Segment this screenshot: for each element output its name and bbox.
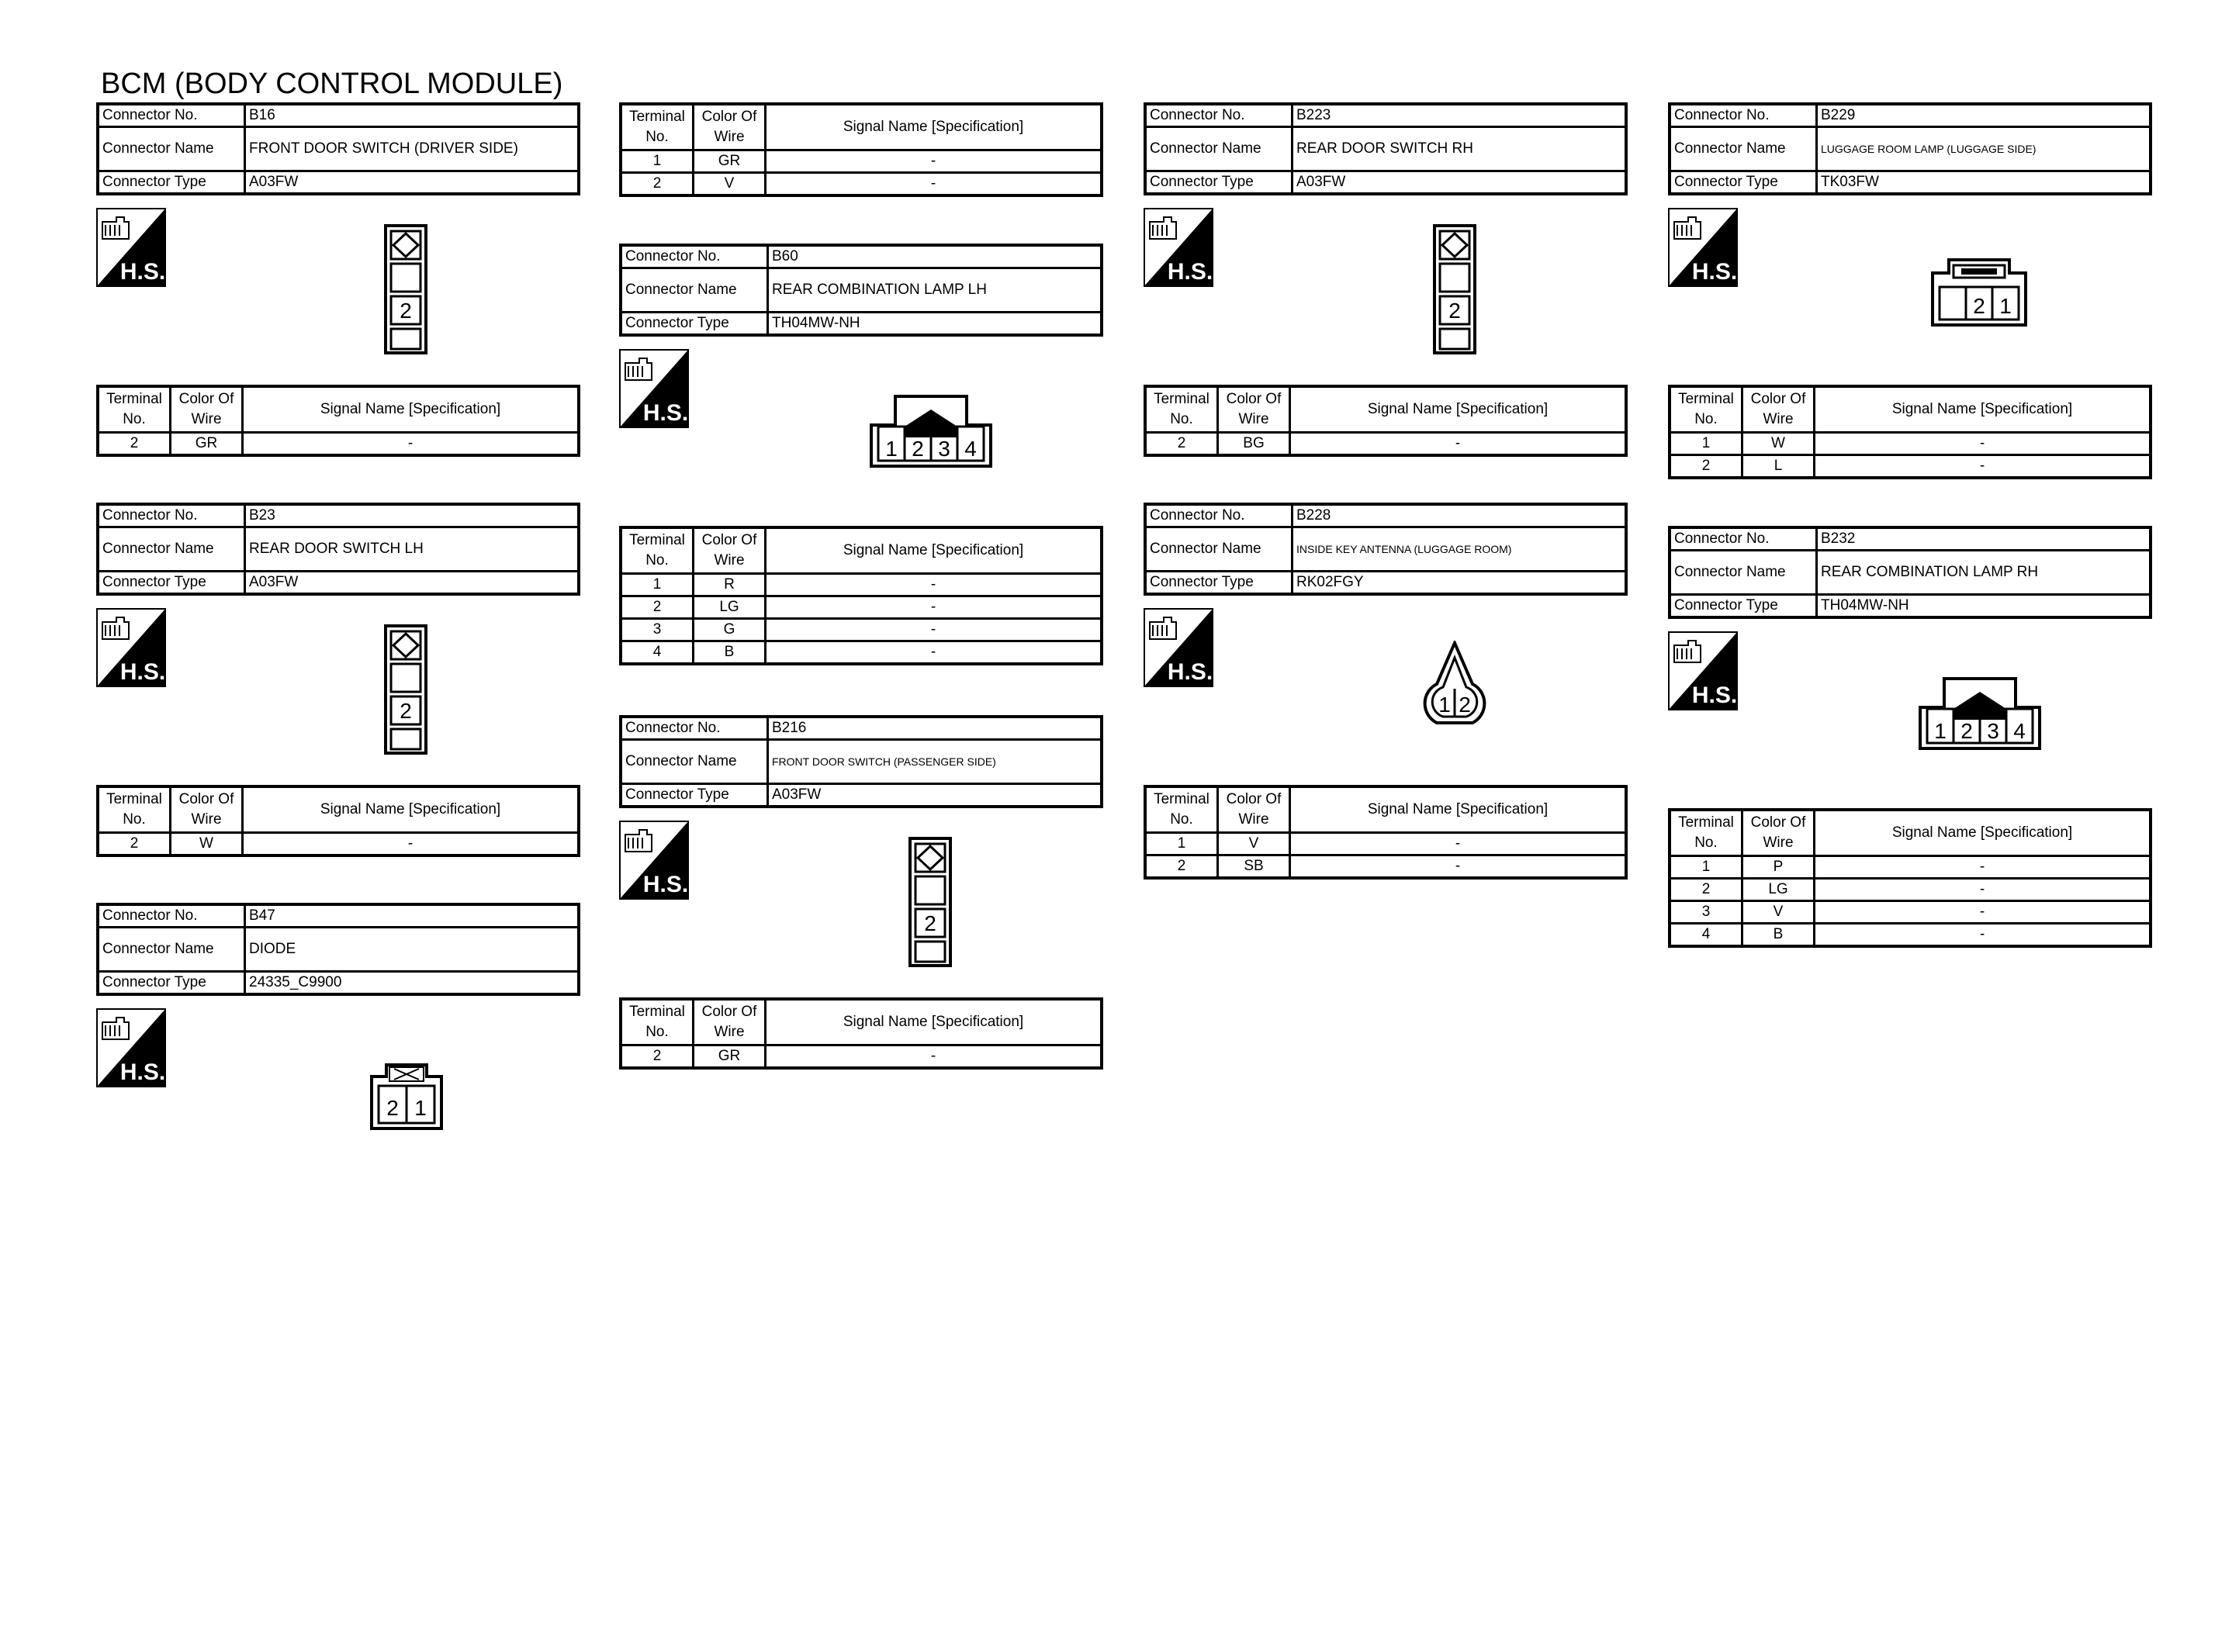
header-terminal-no: Terminal No. bbox=[1670, 810, 1742, 856]
harness-side-icon bbox=[1668, 208, 1738, 287]
pin-label: 2 bbox=[386, 1096, 399, 1120]
header-signal-name: Signal Name [Specification] bbox=[1815, 386, 2151, 433]
wire-color: R bbox=[694, 574, 766, 596]
terminal-no: 1 bbox=[621, 574, 694, 596]
header-color-of-wire: Color Of Wire bbox=[1742, 810, 1815, 856]
connector-face-b232 bbox=[1918, 676, 2042, 751]
pin-label: 2 bbox=[924, 911, 936, 935]
label-connector-name: Connector Name bbox=[98, 127, 245, 171]
label-connector-name: Connector Name bbox=[98, 928, 245, 972]
connector-type: 24335_C9900 bbox=[245, 972, 580, 995]
pin-label: 1 bbox=[1999, 294, 2012, 318]
label-connector-type: Connector Type bbox=[98, 972, 245, 995]
connector-no: B23 bbox=[245, 504, 580, 527]
pin-label: 2 bbox=[1448, 299, 1461, 323]
signal-name: - bbox=[1815, 901, 2151, 924]
connector-type: RK02FGY bbox=[1293, 572, 1627, 595]
header-signal-name: Signal Name [Specification] bbox=[1290, 786, 1627, 833]
pin-label: 1 bbox=[414, 1096, 427, 1120]
label-connector-name: Connector Name bbox=[1145, 127, 1293, 171]
connector-info-b228 bbox=[1144, 503, 1628, 596]
connector-face-b229 bbox=[1930, 257, 2028, 327]
wire-color: LG bbox=[1742, 879, 1815, 901]
wire-color: LG bbox=[694, 596, 766, 619]
connector-face-b216 bbox=[908, 836, 954, 968]
header-terminal-no: Terminal No. bbox=[1145, 786, 1218, 833]
hs-label: H.S. bbox=[1167, 259, 1213, 285]
wire-color: G bbox=[694, 619, 766, 641]
terminal-no: 2 bbox=[98, 833, 171, 856]
connector-info-b223 bbox=[1144, 102, 1628, 195]
signal-name: - bbox=[766, 596, 1102, 619]
connector-no: B60 bbox=[768, 245, 1102, 268]
signal-name: - bbox=[766, 641, 1102, 665]
connector-face-b223 bbox=[1432, 223, 1479, 355]
header-color-of-wire: Color Of Wire bbox=[171, 786, 243, 833]
label-connector-type: Connector Type bbox=[1670, 595, 1817, 618]
connector-face-b60 bbox=[869, 394, 993, 468]
pin-label: 3 bbox=[938, 437, 950, 461]
harness-side-icon bbox=[619, 349, 689, 428]
signal-name: - bbox=[1815, 455, 2151, 479]
terminal-no: 3 bbox=[1670, 901, 1742, 924]
header-color-of-wire: Color Of Wire bbox=[694, 527, 766, 574]
label-connector-no: Connector No. bbox=[98, 904, 245, 928]
harness-side-icon bbox=[1144, 608, 1213, 687]
wire-color: V bbox=[1218, 833, 1290, 855]
signal-name: - bbox=[766, 173, 1102, 196]
label-connector-no: Connector No. bbox=[1670, 104, 1817, 127]
connector-info-b229 bbox=[1668, 102, 2152, 195]
label-connector-type: Connector Type bbox=[621, 313, 768, 336]
header-signal-name: Signal Name [Specification] bbox=[243, 386, 580, 433]
header-color-of-wire: Color Of Wire bbox=[694, 104, 766, 150]
terminal-table-b232 bbox=[1668, 808, 2152, 948]
terminal-no: 2 bbox=[1670, 455, 1742, 479]
connector-type: A03FW bbox=[1293, 171, 1627, 195]
label-connector-type: Connector Type bbox=[621, 784, 768, 807]
connector-no: B223 bbox=[1293, 104, 1627, 127]
connector-info-b23 bbox=[96, 503, 580, 596]
header-signal-name: Signal Name [Specification] bbox=[766, 104, 1102, 150]
wire-color: V bbox=[1742, 901, 1815, 924]
pin-label: 3 bbox=[1987, 719, 1999, 743]
terminal-no: 2 bbox=[98, 433, 171, 456]
hs-label: H.S. bbox=[119, 659, 166, 685]
harness-side-icon bbox=[96, 208, 166, 287]
label-connector-no: Connector No. bbox=[98, 504, 245, 527]
connector-no: B229 bbox=[1817, 104, 2151, 127]
header-terminal-no: Terminal No. bbox=[621, 999, 694, 1045]
terminal-table-b228 bbox=[1144, 785, 1628, 880]
header-color-of-wire: Color Of Wire bbox=[1742, 386, 1815, 433]
wire-color: GR bbox=[171, 433, 243, 456]
harness-side-icon bbox=[1144, 208, 1213, 287]
terminal-table-b229 bbox=[1668, 385, 2152, 479]
connector-type: TH04MW-NH bbox=[1817, 595, 2151, 618]
wire-color: P bbox=[1742, 856, 1815, 879]
connector-name: REAR COMBINATION LAMP LH bbox=[768, 268, 1102, 313]
terminal-table-b60 bbox=[619, 526, 1103, 665]
label-connector-type: Connector Type bbox=[98, 572, 245, 595]
connector-type: TK03FW bbox=[1817, 171, 2151, 195]
terminal-no: 2 bbox=[621, 173, 694, 196]
wire-color: BG bbox=[1218, 433, 1290, 456]
pin-label: 1 bbox=[1438, 693, 1451, 717]
terminal-no: 2 bbox=[1670, 879, 1742, 901]
signal-name: - bbox=[1815, 856, 2151, 879]
connector-face-b23 bbox=[383, 624, 430, 755]
label-connector-name: Connector Name bbox=[1670, 551, 1817, 595]
signal-name: - bbox=[1815, 879, 2151, 901]
connector-name: FRONT DOOR SWITCH (PASSENGER SIDE) bbox=[768, 740, 1102, 784]
header-terminal-no: Terminal No. bbox=[621, 104, 694, 150]
hs-label: H.S. bbox=[119, 1059, 166, 1085]
signal-name: - bbox=[766, 574, 1102, 596]
connector-no: B47 bbox=[245, 904, 580, 928]
label-connector-no: Connector No. bbox=[1145, 104, 1293, 127]
wire-color: GR bbox=[694, 1045, 766, 1069]
label-connector-name: Connector Name bbox=[1670, 127, 1817, 171]
connector-face-b47 bbox=[369, 1063, 444, 1131]
label-connector-no: Connector No. bbox=[1670, 527, 1817, 551]
harness-side-icon bbox=[619, 821, 689, 900]
hs-label: H.S. bbox=[1691, 683, 1738, 708]
signal-name: - bbox=[243, 833, 580, 856]
signal-name: - bbox=[766, 150, 1102, 173]
connector-face-b228 bbox=[1412, 641, 1497, 726]
terminal-no: 2 bbox=[1145, 855, 1218, 879]
header-terminal-no: Terminal No. bbox=[98, 386, 171, 433]
connector-no: B232 bbox=[1817, 527, 2151, 551]
wire-color: W bbox=[1742, 433, 1815, 455]
wire-color: W bbox=[171, 833, 243, 856]
label-connector-no: Connector No. bbox=[1145, 504, 1293, 527]
pin-label: 2 bbox=[1960, 719, 1973, 743]
terminal-no: 2 bbox=[621, 596, 694, 619]
pin-label: 2 bbox=[1459, 693, 1471, 717]
connector-name: INSIDE KEY ANTENNA (LUGGAGE ROOM) bbox=[1293, 527, 1627, 572]
terminal-no: 1 bbox=[1145, 833, 1218, 855]
header-signal-name: Signal Name [Specification] bbox=[766, 999, 1102, 1045]
header-terminal-no: Terminal No. bbox=[98, 786, 171, 833]
label-connector-no: Connector No. bbox=[621, 717, 768, 740]
connector-info-b60 bbox=[619, 244, 1103, 337]
hs-label: H.S. bbox=[1167, 659, 1213, 685]
connector-info-b16 bbox=[96, 102, 580, 195]
terminal-no: 4 bbox=[621, 641, 694, 665]
label-connector-type: Connector Type bbox=[1145, 572, 1293, 595]
connector-info-b216 bbox=[619, 715, 1103, 808]
connector-no: B216 bbox=[768, 717, 1102, 740]
header-color-of-wire: Color Of Wire bbox=[694, 999, 766, 1045]
harness-side-icon bbox=[96, 608, 166, 687]
terminal-no: 3 bbox=[621, 619, 694, 641]
terminal-table-b216 bbox=[619, 997, 1103, 1070]
pin-label: 2 bbox=[400, 699, 412, 723]
terminal-table-b223 bbox=[1144, 385, 1628, 457]
header-signal-name: Signal Name [Specification] bbox=[1290, 386, 1627, 433]
hs-label: H.S. bbox=[1691, 259, 1738, 285]
terminal-table-b47 bbox=[619, 102, 1103, 197]
header-signal-name: Signal Name [Specification] bbox=[766, 527, 1102, 574]
signal-name: - bbox=[1290, 855, 1627, 879]
connector-info-b47 bbox=[96, 903, 580, 996]
terminal-no: 1 bbox=[621, 150, 694, 173]
connector-no: B228 bbox=[1293, 504, 1627, 527]
label-connector-no: Connector No. bbox=[98, 104, 245, 127]
harness-side-icon bbox=[96, 1008, 166, 1087]
header-signal-name: Signal Name [Specification] bbox=[1815, 810, 2151, 856]
connector-name: REAR COMBINATION LAMP RH bbox=[1817, 551, 2151, 595]
header-color-of-wire: Color Of Wire bbox=[171, 386, 243, 433]
wire-color: SB bbox=[1218, 855, 1290, 879]
label-connector-name: Connector Name bbox=[1145, 527, 1293, 572]
connector-name: DIODE bbox=[245, 928, 580, 972]
wire-color: B bbox=[694, 641, 766, 665]
label-connector-name: Connector Name bbox=[621, 740, 768, 784]
pin-label: 2 bbox=[912, 437, 924, 461]
connector-name: FRONT DOOR SWITCH (DRIVER SIDE) bbox=[245, 127, 580, 171]
header-terminal-no: Terminal No. bbox=[1670, 386, 1742, 433]
terminal-no: 2 bbox=[1145, 433, 1218, 456]
pin-label: 1 bbox=[885, 437, 898, 461]
terminal-no: 4 bbox=[1670, 924, 1742, 947]
signal-name: - bbox=[766, 619, 1102, 641]
pin-label: 2 bbox=[400, 299, 412, 323]
connector-name: REAR DOOR SWITCH LH bbox=[245, 527, 580, 572]
wire-color: GR bbox=[694, 150, 766, 173]
terminal-table-b16 bbox=[96, 385, 580, 457]
wire-color: V bbox=[694, 173, 766, 196]
terminal-no: 2 bbox=[621, 1045, 694, 1069]
wire-color: B bbox=[1742, 924, 1815, 947]
terminal-table-b23 bbox=[96, 785, 580, 857]
hs-label: H.S. bbox=[642, 400, 689, 426]
header-color-of-wire: Color Of Wire bbox=[1218, 386, 1290, 433]
signal-name: - bbox=[1815, 924, 2151, 947]
connector-type: TH04MW-NH bbox=[768, 313, 1102, 336]
label-connector-type: Connector Type bbox=[1145, 171, 1293, 195]
signal-name: - bbox=[1290, 833, 1627, 855]
signal-name: - bbox=[766, 1045, 1102, 1069]
terminal-no: 1 bbox=[1670, 433, 1742, 455]
signal-name: - bbox=[1815, 433, 2151, 455]
label-connector-type: Connector Type bbox=[1670, 171, 1817, 195]
signal-name: - bbox=[1290, 433, 1627, 456]
harness-side-icon bbox=[1668, 631, 1738, 710]
label-connector-name: Connector Name bbox=[98, 527, 245, 572]
header-signal-name: Signal Name [Specification] bbox=[243, 786, 580, 833]
header-color-of-wire: Color Of Wire bbox=[1218, 786, 1290, 833]
pin-label: 4 bbox=[2013, 719, 2026, 743]
connector-type: A03FW bbox=[245, 572, 580, 595]
connector-info-b232 bbox=[1668, 526, 2152, 619]
connector-no: B16 bbox=[245, 104, 580, 127]
connector-type: A03FW bbox=[768, 784, 1102, 807]
pin-label: 4 bbox=[964, 437, 977, 461]
wire-color: L bbox=[1742, 455, 1815, 479]
connector-type: A03FW bbox=[245, 171, 580, 195]
label-connector-name: Connector Name bbox=[621, 268, 768, 313]
page-title: BCM (BODY CONTROL MODULE) bbox=[101, 67, 563, 100]
connector-name: REAR DOOR SWITCH RH bbox=[1293, 127, 1627, 171]
connector-face-b16 bbox=[383, 223, 430, 355]
hs-label: H.S. bbox=[642, 872, 689, 897]
pin-label: 1 bbox=[1934, 719, 1947, 743]
header-terminal-no: Terminal No. bbox=[621, 527, 694, 574]
connector-name: LUGGAGE ROOM LAMP (LUGGAGE SIDE) bbox=[1817, 127, 2151, 171]
label-connector-no: Connector No. bbox=[621, 245, 768, 268]
label-connector-type: Connector Type bbox=[98, 171, 245, 195]
pin-label: 2 bbox=[1973, 294, 1985, 318]
terminal-no: 1 bbox=[1670, 856, 1742, 879]
header-terminal-no: Terminal No. bbox=[1145, 386, 1218, 433]
hs-label: H.S. bbox=[119, 259, 166, 285]
signal-name: - bbox=[243, 433, 580, 456]
